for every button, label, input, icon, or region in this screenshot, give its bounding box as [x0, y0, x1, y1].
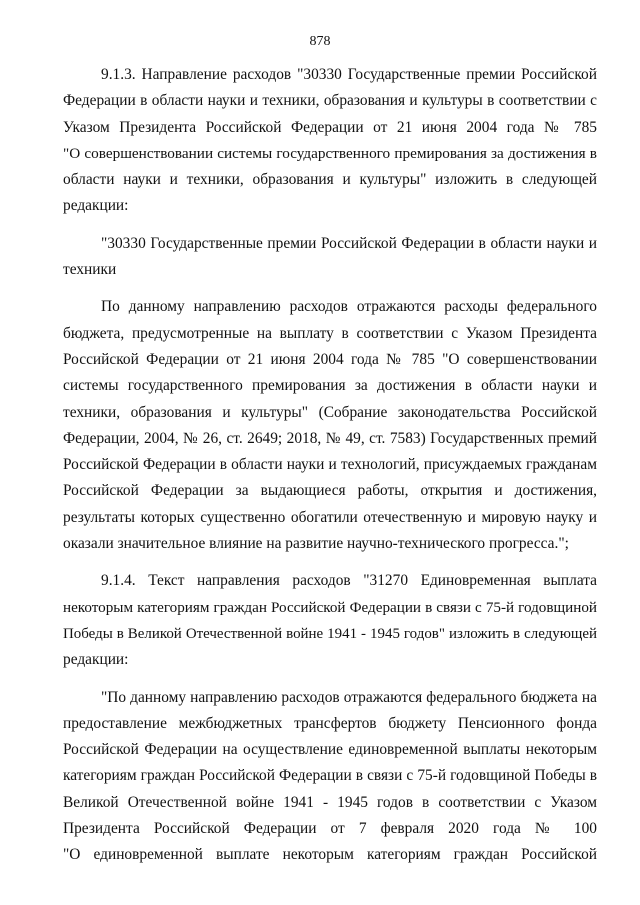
- text-line: Победы в Великой Отечественной войне 1941 - 1945 годов" изложить в следующей: [63, 625, 597, 642]
- text-line: Российской Федерации на осуществление единовременной выплаты некоторым: [63, 741, 597, 759]
- document-body: [63, 62, 597, 880]
- text-line: Российской Федерации за выдающиеся работы, открытия и достижения,: [63, 482, 597, 500]
- text-line: техники, образования и культуры" (Собрание законодательства Российской: [63, 403, 597, 421]
- paragraph-30330-description: [63, 294, 597, 557]
- paragraph-30330-heading: [63, 231, 597, 284]
- text-line: "О совершенствовании системы государственного премирования за достижения в: [63, 144, 597, 162]
- text-line: предоставление межбюджетных трансфертов бюджету Пенсионного фонда: [63, 714, 597, 732]
- text-line: области науки и техники, образования и культуры" изложить в следующей: [63, 171, 597, 189]
- text-line: "О единовременной выплате некоторым категориям граждан Российской: [63, 846, 597, 864]
- text-line: техники: [63, 261, 117, 279]
- text-line: По данному направлению расходов отражаются расходы федерального: [101, 298, 597, 316]
- text-line: "30330 Государственные премии Российской Федерации в области науки и: [101, 234, 597, 252]
- text-line: "По данному направлению расходов отражаются федерального бюджета на: [101, 688, 597, 706]
- text-line: редакции:: [63, 197, 129, 215]
- paragraph-31270-description: [63, 685, 597, 869]
- text-line: некоторым категориям граждан Российской Федерации в связи с 75-й годовщиной: [63, 599, 597, 616]
- text-line: Федерации, 2004, № 26, ст. 2649; 2018, № 49, ст. 7583) Государственных премий: [63, 429, 597, 447]
- text-line: Указом Президента Российской Федерации от 21 июня 2004 года № 785: [63, 118, 597, 136]
- text-line: оказали значительное влияние на развитие научно-технического прогресса.";: [63, 535, 569, 553]
- text-line: редакции:: [63, 651, 129, 669]
- text-line: Российской Федерации от 21 июня 2004 года № 785 "О совершенствовании: [63, 350, 597, 368]
- text-line: 9.1.4. Текст направления расходов "31270 Единовременная выплата: [101, 572, 597, 590]
- paragraph-9-1-4: [63, 568, 597, 673]
- text-line: результаты которых существенно обогатили отечественную и мировую науку и: [63, 508, 597, 526]
- text-line: 9.1.3. Направление расходов "30330 Государственные премии Российской: [101, 66, 597, 83]
- text-line: Федерации в области науки и техники, образования и культуры в соответствии с: [63, 92, 597, 110]
- page-number: 878: [309, 34, 331, 49]
- text-line: Великой Отечественной войне 1941 - 1945 годов в соответствии с Указом: [63, 793, 597, 811]
- paragraph-9-1-3: [63, 62, 597, 220]
- text-line: системы государственного премирования за достижения в области науки и: [63, 377, 597, 395]
- text-line: Президента Российской Федерации от 7 февраля 2020 года № 100: [63, 820, 597, 838]
- text-line: категориям граждан Российской Федерации в связи с 75-й годовщиной Победы в: [63, 767, 597, 785]
- text-line: Российской Федерации в области науки и технологий, присуждаемых гражданам: [63, 456, 597, 474]
- text-line: бюджета, предусмотренные на выплату в соответствии с Указом Президента: [63, 324, 597, 342]
